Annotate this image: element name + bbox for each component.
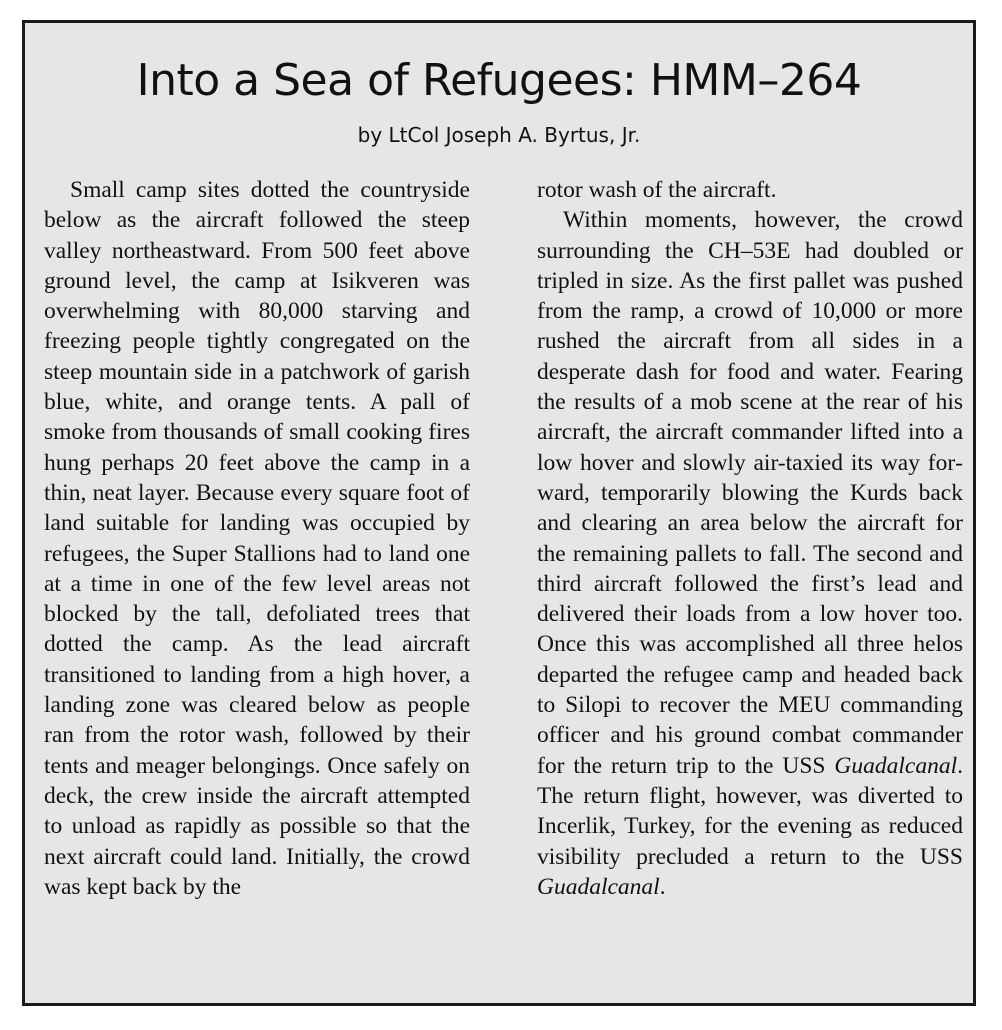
body-text: Within moments, however, the crowd surrounding the CH–53E had doubled or tripled in size. As the first pallet was pushed from the ramp, a crowd of 10,000 or more rushed the aircraft from all sides in a desperate dash for food and water. Fearing the results of a mob scene at the rear of his aircraft, the aircraft commander lifted into a low hover and slowly air-taxied its way forward, temporarily blowing the Kurds back and clearing an area below the aircraft for the remaining pallets to fall. The second and third aircraft followed the first’s lead and delivered their loads from a low hover too. Once this was accomplished all three helos departed the refugee camp and headed back to Silopi to recover the MEU commanding officer and his ground combat commander for the return trip to the USS (537, 207, 963, 779)
article-title: Into a Sea of Refugees: HMM–264 (136, 55, 862, 106)
body-text: . (659, 873, 666, 900)
article-box (22, 20, 976, 1006)
text-column-right (537, 175, 963, 902)
article-byline: by LtCol Joseph A. Byrtus, Jr. (357, 123, 641, 147)
ship-name: Guadalcanal (834, 752, 958, 779)
body-paragraph (537, 205, 963, 902)
body-paragraph: Small camp sites dotted the countryside below as the aircraft followed the steep valley northeastward. From 500 feet above ground level, the camp at Isikveren was overwhelming with 80,000 starving and freezing people tightly congregated on the steep mountain side in a patchwork of garish blue, white, and orange tents. A pall of smoke from thousands of small cooking fires hung perhaps 20 feet above the camp in a thin, neat layer. Because every square foot of land suitable for landing was occupied by refugees, the Super Stallions had to land one at a time in one of the few level areas not blocked by the tall, defoliated trees that dotted the camp. As the lead aircraft transitioned to landing from a high hover, a landing zone was cleared below as people ran from the rotor wash, followed by their tents and meager belongings. Once safely on deck, the crew inside the aircraft attempted to unload as rapidly as possible so that the next aircraft could land. Initially, the crowd was kept back by the (44, 177, 470, 900)
ship-name: Guadalcanal (537, 873, 660, 900)
text-column-left (44, 175, 470, 902)
body-text: . The return flight, however, was diverted to Incerlik, Turkey, for the evening as reduced visibility precluded a return to the USS (537, 752, 963, 870)
body-paragraph-continuation: rotor wash of the aircraft. (537, 177, 777, 203)
